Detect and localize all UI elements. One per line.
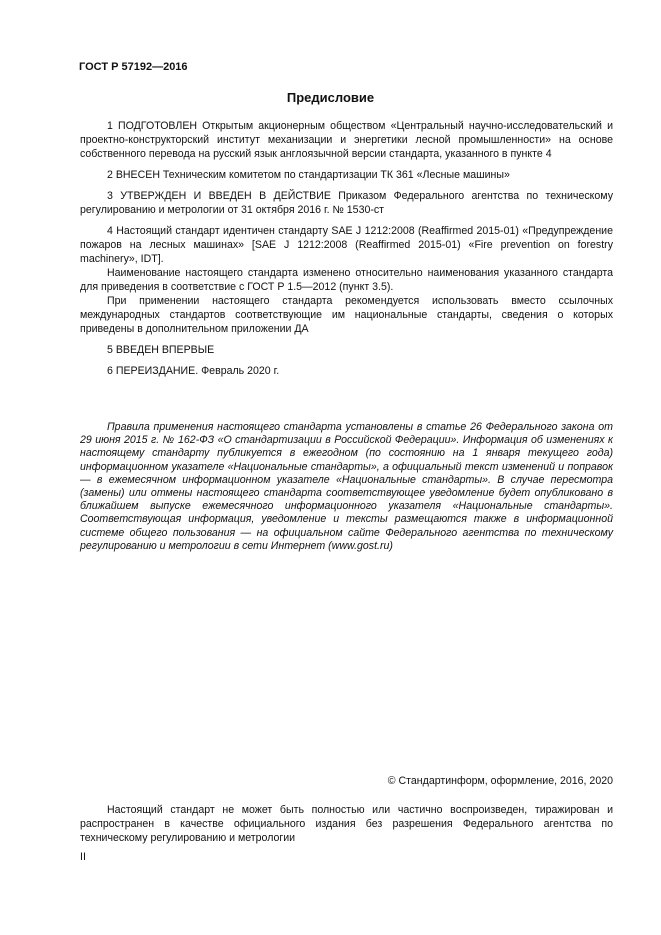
foreword-block-1: [80, 119, 613, 378]
paragraph-identical: 4 Настоящий стандарт идентичен стандарту SAE J 1212:2008 (Reaffirmed 2015-01) «Предупреждение пожаров на лесных машинах» [SAE J 1212:2008 (Reaffirmed 2015-01) «Fire prevention on forestry machinery», IDT].: [80, 225, 613, 265]
application-rules-notice: Правила применения настоящего стандарта установлены в статье 26 Федерального закона от 29 июня 2015 г. № 162-ФЗ «О стандартизации в Российской Федерации». Информация об изменениях к настоящему стандарту публикуется в ежегодном (по состоянию на 1 января текущего года) информационном указателе «Национальные стандарты», а официальный текст изменений и поправок — в ежемесячном информационном указателе «Национальные стандарты». В случае пересмотра (замены) или отмены настоящего стандарта соответствующее уведомление будет опубликовано в ближайшем выпуске ежемесячного информационного указателя «Национальные стандарты». Соответствующая информация, уведомление и тексты размещаются также в информационной системе общего пользования — на официальном сайте Федерального агентства по техническому регулированию и метрологии в сети Интернет (www.gost.ru): [80, 421, 613, 552]
paragraph-title-changed: Наименование настоящего стандарта изменено относительно наименования указанного стандарта для приведения в соответствие с ГОСТ Р 1.5—2012 (пункт 3.5).: [80, 267, 613, 293]
paragraph-first-introduced: 5 ВВЕДЕН ВПЕРВЫЕ: [107, 344, 215, 356]
paragraph-reissue: 6 ПЕРЕИЗДАНИЕ. Февраль 2020 г.: [107, 365, 280, 377]
paragraph-prepared: 1 ПОДГОТОВЛЕН Открытым акционерным обществом «Центральный научно-исследовательский и проектно-конструкторский институт механизации и энергетики лесной промышленности» на основе собственного перевода на русский язык англоязычной версии стандарта, указанного в пункте 4: [80, 120, 613, 160]
page-number: II: [80, 851, 86, 863]
reproduction-notice: Настоящий стандарт не может быть полностью или частично воспроизведен, тиражирован и распространен в качестве официального издания без разрешения Федерального агентства по техническому регулированию и метрологии: [80, 804, 613, 844]
paragraph-references: При применении настоящего стандарта рекомендуется использовать вместо ссылочных международных стандартов соответствующие им национальные стандарты, сведения о которых приведены в дополнительном приложении ДА: [80, 295, 613, 335]
page-title: Предисловие: [286, 90, 375, 105]
paragraph-approved: 3 УТВЕРЖДЕН И ВВЕДЕН В ДЕЙСТВИЕ Приказом Федерального агентства по техническому регулированию и метрологии от 31 октября 2016 г. № 1530-ст: [80, 190, 613, 216]
document-code: ГОСТ Р 57192—2016: [79, 61, 188, 73]
paragraph-submitted: 2 ВНЕСЕН Техническим комитетом по стандартизации ТК 361 «Лесные машины»: [107, 169, 510, 181]
copyright-line: © Стандартинформ, оформление, 2016, 2020: [387, 775, 613, 787]
